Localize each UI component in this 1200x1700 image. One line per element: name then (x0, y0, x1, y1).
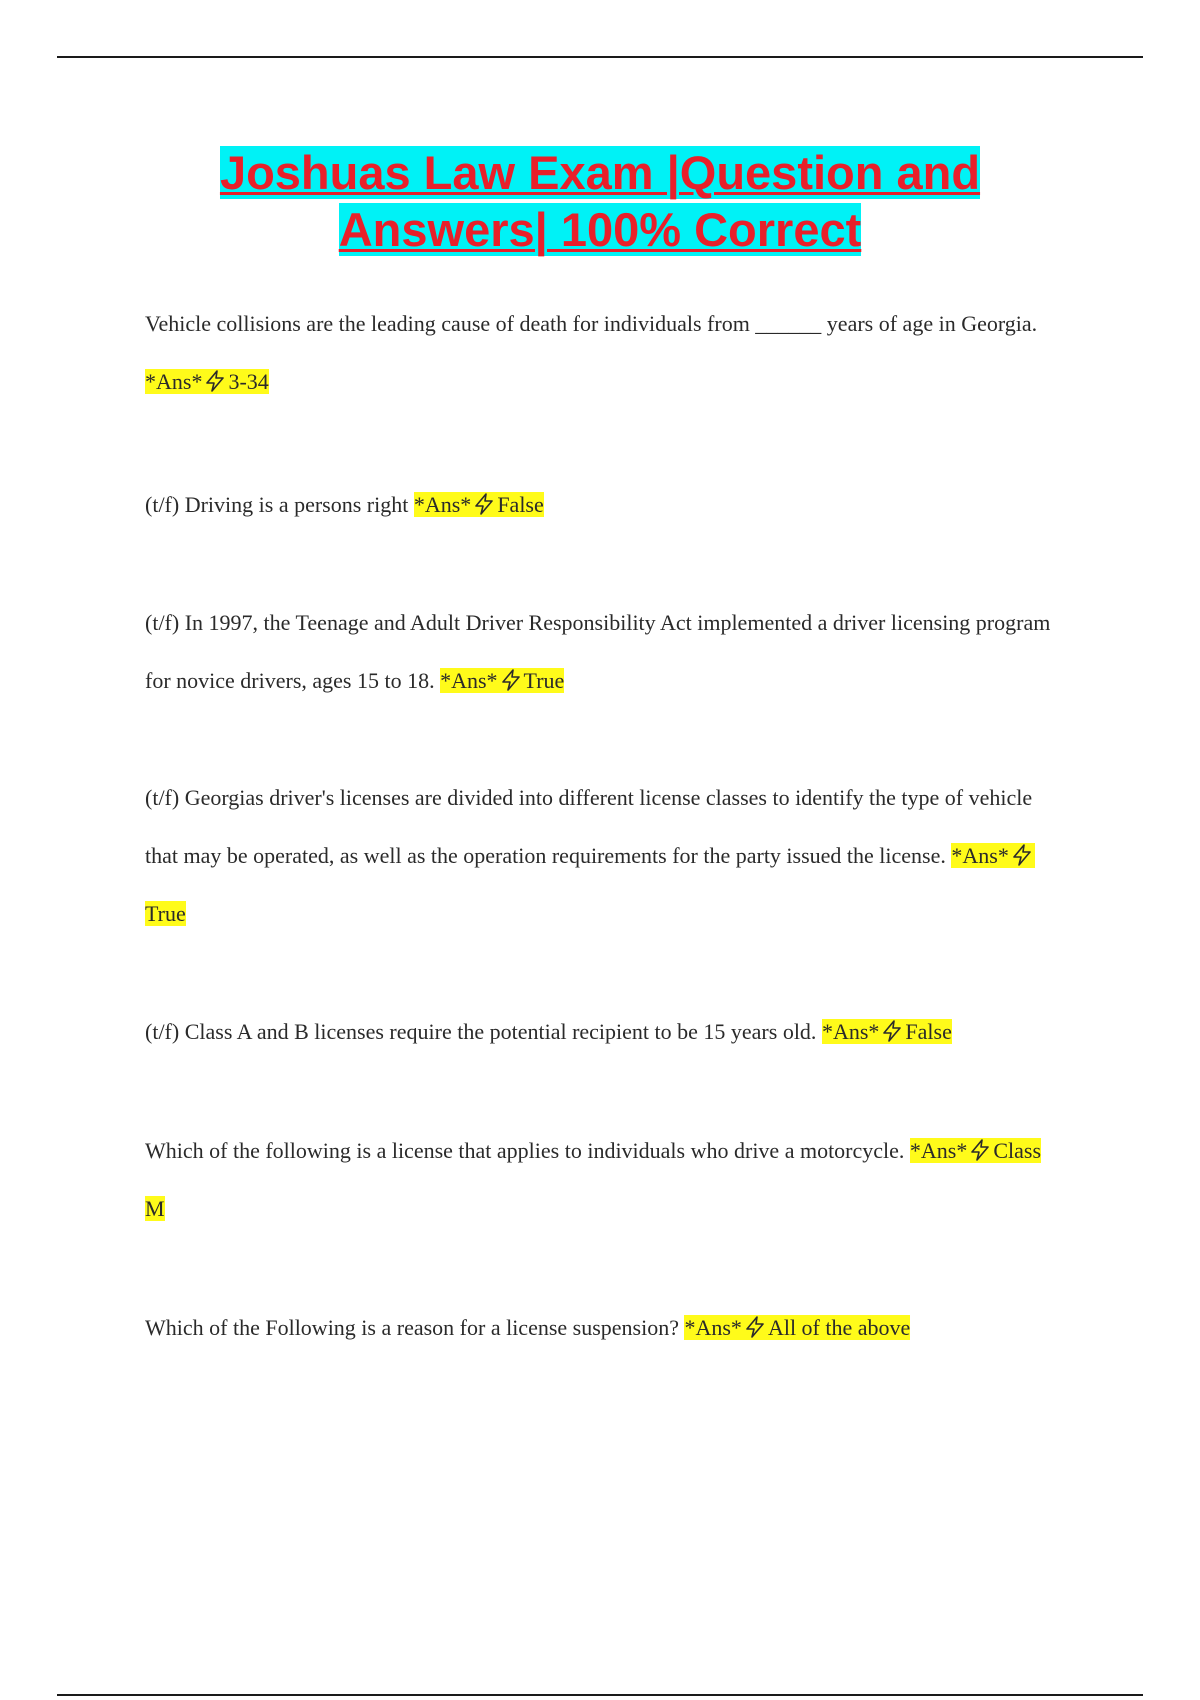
footer-rule (57, 1694, 1143, 1696)
answer-text: False (497, 492, 544, 517)
answer-highlight (822, 1019, 952, 1044)
qa-item (145, 769, 1065, 943)
question-text: Which of the following is a license that applies to individuals who drive a motorcycle. (145, 1138, 905, 1163)
title-line-2: Answers| 100% Correct (338, 203, 862, 256)
answer-prefix: *Ans* (821, 1019, 880, 1044)
answer-highlight (684, 1315, 910, 1340)
qa-item (145, 594, 1065, 710)
lightning-bolt-icon (1010, 843, 1034, 867)
lightning-bolt-icon (968, 1138, 992, 1162)
answer-text: False (905, 1019, 952, 1044)
answer-text: All of the above (767, 1315, 911, 1340)
answer-prefix: *Ans* (684, 1315, 742, 1340)
lightning-bolt-icon (472, 492, 496, 516)
qa-item (145, 295, 1065, 411)
answer-text: Class M (145, 1138, 1042, 1221)
answer-prefix: *Ans* (145, 369, 203, 394)
document-title (100, 144, 1100, 258)
answer-prefix: *Ans* (440, 668, 498, 693)
question-text: (t/f) Class A and B licenses require the potential recipient to be 15 years old. (145, 1019, 817, 1044)
qa-item (145, 1299, 1065, 1357)
lightning-bolt-icon (743, 1315, 767, 1339)
answer-prefix: *Ans* (951, 843, 1009, 868)
answer-highlight (414, 492, 544, 517)
answer-prefix: *Ans* (909, 1138, 968, 1163)
qa-item (145, 1122, 1065, 1238)
question-text: (t/f) Driving is a persons right (145, 492, 409, 517)
question-text: (t/f) In 1997, the Teenage and Adult Driver Responsibility Act implemented a driver licensing program for novice drivers, ages 15 to 18. (145, 610, 1051, 693)
question-text: Which of the Following is a reason for a license suspension? (145, 1315, 679, 1340)
answer-highlight (145, 369, 269, 394)
title-line-1: Joshuas Law Exam |Question and (219, 146, 981, 199)
answer-highlight (440, 668, 564, 693)
question-text: Vehicle collisions are the leading cause of death for individuals from ______ years of age in Georgia. (145, 311, 1038, 336)
answer-prefix: *Ans* (413, 492, 472, 517)
lightning-bolt-icon (880, 1019, 904, 1043)
header-rule (57, 56, 1143, 58)
question-text: (t/f) Georgias driver's licenses are divided into different license classes to identify the type of vehicle that may be operated, as well as the operation requirements for the party issued the license. (145, 785, 1033, 868)
qa-item (145, 476, 1065, 534)
lightning-bolt-icon (203, 369, 227, 393)
qa-item (145, 1003, 1065, 1061)
answer-text: True (523, 668, 565, 693)
lightning-bolt-icon (499, 668, 523, 692)
answer-text: True (145, 901, 186, 926)
answer-text: 3-34 (228, 369, 269, 394)
